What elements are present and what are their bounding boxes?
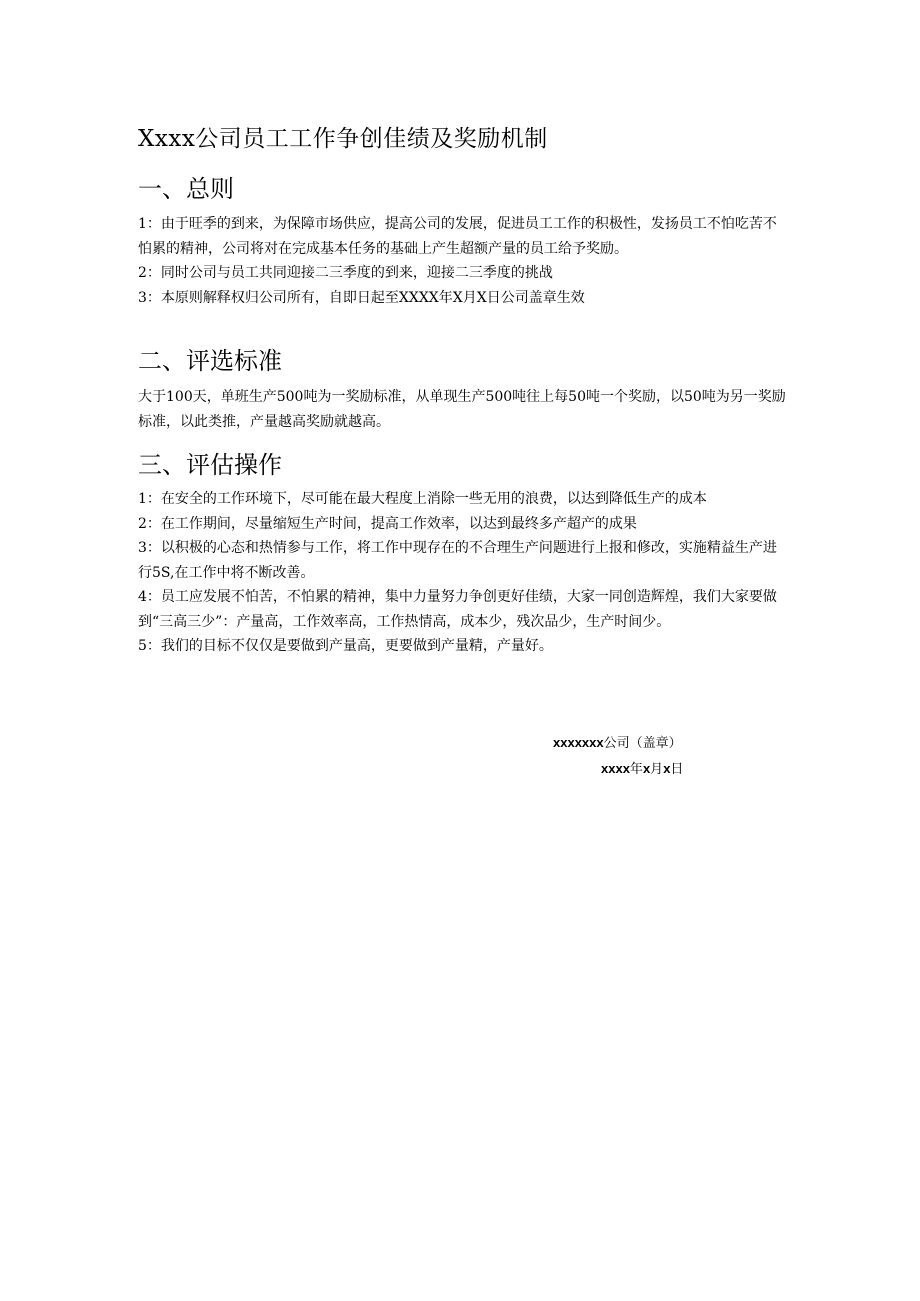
date-year-label: 年 (629, 762, 643, 777)
document-title: Xxxx公司员工工作争创佳绩及奖励机制 (138, 126, 548, 152)
section-body-general (138, 212, 786, 310)
signature-company (553, 733, 682, 754)
date-year: xxxx (601, 761, 630, 776)
section-heading-general: 一、总则 (138, 175, 234, 203)
paragraph: 1：由于旺季的到来，为保障市场供应，提高公司的发展，促进员工工作的积极性，发扬员工不怕吃苦不怕累的精神，公司将对在完成基本任务的基础上产生超额产量的员工给予奖励。 (138, 216, 777, 257)
date-month-label: 月 (650, 762, 664, 777)
paragraph: 5：我们的目标不仅仅是要做到产量高，更要做到产量精，产量好。 (138, 638, 553, 654)
paragraph: 2：同时公司与员工共同迎接二三季度的到来，迎接二三季度的挑战 (138, 265, 553, 281)
paragraph: 2：在工作期间，尽量缩短生产时间，提高工作效率，以达到最终多产超产的成果 (138, 515, 637, 532)
section-body-criteria (138, 385, 786, 434)
section-body-operation (138, 487, 786, 659)
section-heading-operation: 三、评估操作 (138, 451, 282, 479)
paragraph: 大于100天，单班生产500吨为一奖励标准，从单现生产500吨往上每50吨一个奖励，以50吨为另一奖励标准，以此类推，产量越高奖励就越高。 (138, 389, 786, 430)
paragraph: 4：员工应发展不怕苦，不怕累的精神，集中力量努力争创更好佳绩，大家一同创造辉煌，我们大家要做到“三高三少”：产量高，工作效率高，工作热情高，成本少，残次品少，生产时间少。 (138, 589, 777, 630)
paragraph: 3：本原则解释权归公司所有，自即日起至XXXX年X月X日公司盖章生效 (138, 289, 585, 306)
date-day-label: 日 (670, 762, 684, 777)
signature-company-name: xxxxxxx (553, 735, 604, 750)
paragraph: 1：在安全的工作环境下，尽可能在最大程度上消除一些无用的浪费，以达到降低生产的成本 (138, 491, 707, 507)
section-heading-criteria: 二、评选标准 (138, 347, 282, 375)
date-month: x (642, 761, 651, 776)
paragraph: 3：以积极的心态和热情参与工作，将工作中现存在的不合理生产问题进行上报和修改，实施精益生产进行5S,在工作中将不断改善。 (138, 540, 777, 581)
signature-date (601, 759, 683, 780)
signature-company-seal: 公司（盖章） (603, 736, 682, 751)
date-day: x (663, 761, 671, 776)
